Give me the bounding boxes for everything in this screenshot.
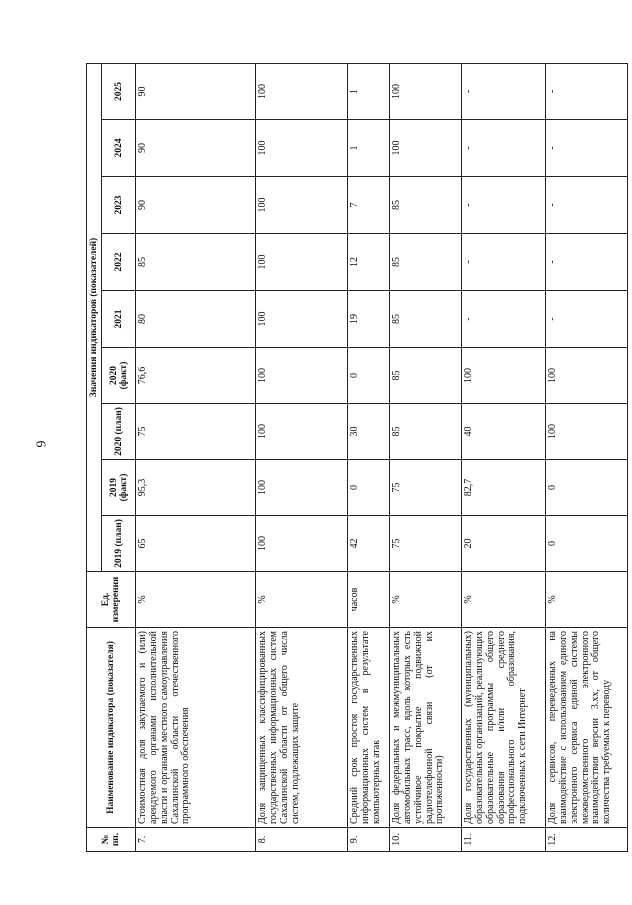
indicator-name: Стоимостная доля закупаемого и (или) арендуемого органами исполнительной власти и органами местного самоуправления Сахалинской области отечественного программного обеспечения bbox=[136, 628, 256, 828]
header-year: 2024 bbox=[102, 120, 136, 177]
value-cell: 100 bbox=[390, 63, 462, 119]
row-number: 8. bbox=[256, 828, 348, 852]
value-cell: 0 bbox=[348, 460, 390, 516]
value-cell: 82,7 bbox=[462, 460, 546, 516]
indicator-name: Доля защищенных классифицированных государственных информационных систем Сахалинской области от общего числа систем, подлежащих защите bbox=[256, 628, 348, 828]
value-cell: 100 bbox=[546, 404, 628, 460]
value-cell: 90 bbox=[136, 120, 256, 177]
value-cell: 100 bbox=[256, 234, 348, 291]
value-cell: 85 bbox=[390, 291, 462, 348]
value-cell: 75 bbox=[390, 460, 462, 516]
value-cell: 85 bbox=[136, 234, 256, 291]
table-row bbox=[462, 63, 546, 851]
header-year: 2022 bbox=[102, 234, 136, 291]
header-year: 2023 bbox=[102, 177, 136, 234]
unit-cell: % bbox=[390, 572, 462, 628]
value-cell: 90 bbox=[136, 177, 256, 234]
table-row bbox=[136, 63, 256, 851]
header-values-group: Значения индикаторов (показателей) bbox=[87, 63, 102, 571]
value-cell: 0 bbox=[348, 348, 390, 404]
row-number: 12. bbox=[546, 828, 628, 852]
table-row bbox=[390, 63, 462, 851]
value-cell: 75 bbox=[390, 516, 462, 572]
value-cell: - bbox=[462, 120, 546, 177]
row-number: 10. bbox=[390, 828, 462, 852]
indicator-name: Средний срок простоя государственных информационных систем в результате компьютерных атак bbox=[348, 628, 390, 828]
value-cell: 100 bbox=[256, 516, 348, 572]
value-cell: - bbox=[462, 177, 546, 234]
header-year: 2019 (факт) bbox=[102, 460, 136, 516]
value-cell: 40 bbox=[462, 404, 546, 460]
value-cell: 30 bbox=[348, 404, 390, 460]
value-cell: 85 bbox=[390, 177, 462, 234]
indicator-name: Доля сервисов, переведенных на взаимодействие с использованием единого электронного сервиса единой системы межведомственного электронного взаимодействия версии 3.хх, от общего количества требуемых к переводу bbox=[546, 628, 628, 828]
header-year: 2025 bbox=[102, 63, 136, 119]
row-number: 11. bbox=[462, 828, 546, 852]
value-cell: 75 bbox=[136, 404, 256, 460]
value-cell: 95,3 bbox=[136, 460, 256, 516]
value-cell: 100 bbox=[256, 177, 348, 234]
unit-cell: % bbox=[256, 572, 348, 628]
unit-cell: % bbox=[462, 572, 546, 628]
value-cell: - bbox=[462, 63, 546, 119]
value-cell: 0 bbox=[546, 516, 628, 572]
unit-cell: % bbox=[546, 572, 628, 628]
value-cell: - bbox=[462, 291, 546, 348]
value-cell: 100 bbox=[546, 348, 628, 404]
value-cell: 100 bbox=[256, 348, 348, 404]
value-cell: 100 bbox=[256, 460, 348, 516]
table-row bbox=[348, 63, 390, 851]
value-cell: 1 bbox=[348, 63, 390, 119]
page-number: 6 bbox=[32, 440, 48, 448]
header-unit: Ед. измерения bbox=[87, 572, 136, 628]
value-cell: 100 bbox=[256, 63, 348, 119]
value-cell: 42 bbox=[348, 516, 390, 572]
value-cell: 20 bbox=[462, 516, 546, 572]
value-cell: - bbox=[546, 120, 628, 177]
header-year: 2019 (план) bbox=[102, 516, 136, 572]
value-cell: 85 bbox=[390, 234, 462, 291]
value-cell: 1 bbox=[348, 120, 390, 177]
value-cell: 7 bbox=[348, 177, 390, 234]
value-cell: - bbox=[546, 291, 628, 348]
value-cell: 85 bbox=[390, 404, 462, 460]
table-row bbox=[256, 63, 348, 851]
row-number: 9. bbox=[348, 828, 390, 852]
value-cell: 100 bbox=[256, 120, 348, 177]
value-cell: - bbox=[546, 177, 628, 234]
indicators-table bbox=[86, 63, 628, 852]
value-cell: 85 bbox=[390, 348, 462, 404]
value-cell: - bbox=[546, 63, 628, 119]
value-cell: 100 bbox=[462, 348, 546, 404]
value-cell: 100 bbox=[256, 291, 348, 348]
value-cell: 19 bbox=[348, 291, 390, 348]
value-cell: 12 bbox=[348, 234, 390, 291]
unit-cell: % bbox=[136, 572, 256, 628]
value-cell: 80 bbox=[136, 291, 256, 348]
rotated-table-container bbox=[86, 64, 613, 852]
value-cell: 65 bbox=[136, 516, 256, 572]
header-year: 2020 (факт) bbox=[102, 348, 136, 404]
unit-cell: часов bbox=[348, 572, 390, 628]
header-name: Наименование индикатора (показателя) bbox=[87, 628, 136, 828]
value-cell: 0 bbox=[546, 460, 628, 516]
value-cell: 100 bbox=[390, 120, 462, 177]
header-year: 2021 bbox=[102, 291, 136, 348]
value-cell: 90 bbox=[136, 63, 256, 119]
indicator-name: Доля государственных (муниципальных) образовательных организаций, реализующих образовательные программы общего образования и/или среднего профессионального образования, подключенных к сети Интернет bbox=[462, 628, 546, 828]
table-row bbox=[546, 63, 628, 851]
header-num: № пп. bbox=[87, 828, 136, 852]
value-cell: 76,6 bbox=[136, 348, 256, 404]
value-cell: - bbox=[546, 234, 628, 291]
value-cell: - bbox=[462, 234, 546, 291]
value-cell: 100 bbox=[256, 404, 348, 460]
row-number: 7. bbox=[136, 828, 256, 852]
indicator-name: Доля федеральных и межмуниципальных автомобильных трасс, вдоль которых есть устойчивое покрытие подвижной радиотелефонной связи (от их протяженности) bbox=[390, 628, 462, 828]
header-year: 2020 (план) bbox=[102, 404, 136, 460]
